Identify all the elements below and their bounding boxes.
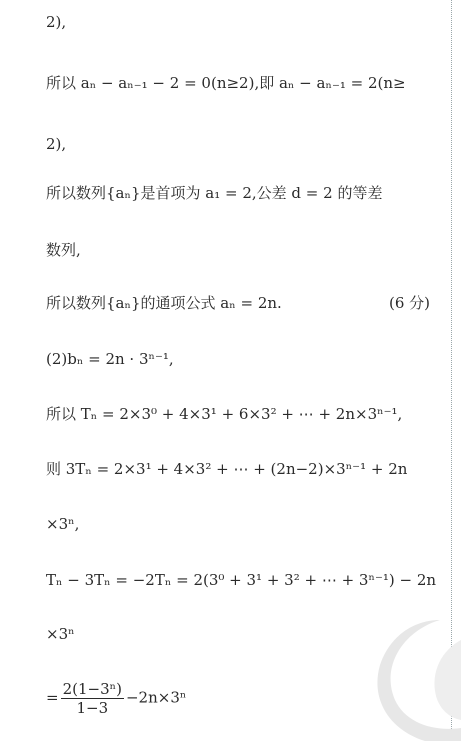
fraction-denominator: 1−3 [76,699,109,717]
score-label: (6 分) [389,294,431,312]
solution-line-6: 所以数列{aₙ}的通项公式 aₙ = 2n. [46,294,282,312]
solution-line-7: (2)bₙ = 2n · 3ⁿ⁻¹, [46,350,174,368]
equals-sign: = [46,688,59,707]
solution-line-12: ×3ⁿ [46,625,75,643]
swirl-watermark-icon [370,610,461,741]
solution-line-4: 所以数列{aₙ}是首项为 a₁ = 2,公差 d = 2 的等差 [46,184,383,202]
solution-line-5: 数列, [46,241,81,259]
solution-line-3: 2), [46,135,67,153]
solution-line-1: 2), [46,13,67,31]
solution-line-11: Tₙ − 3Tₙ = −2Tₙ = 2(3⁰ + 3¹ + 3² + ⋯ + 3ⁿ⁻¹) − 2n [46,571,437,589]
solution-line-2: 所以 aₙ − aₙ₋₁ − 2 = 0(n≥2),即 aₙ − aₙ₋₁ = 2(n≥ [46,74,406,92]
fraction [61,680,124,717]
fraction-numerator: 2(1−3ⁿ) [62,680,122,698]
solution-line-13 [46,680,186,717]
solution-line-9: 则 3Tₙ = 2×3¹ + 4×3² + ⋯ + (2n−2)×3ⁿ⁻¹ + 2n [46,460,408,478]
solution-line-8: 所以 Tₙ = 2×3⁰ + 4×3¹ + 6×3² + ⋯ + 2n×3ⁿ⁻¹, [46,405,403,423]
solution-line-10: ×3ⁿ, [46,515,80,533]
fraction-suffix: −2n×3ⁿ [125,688,187,707]
